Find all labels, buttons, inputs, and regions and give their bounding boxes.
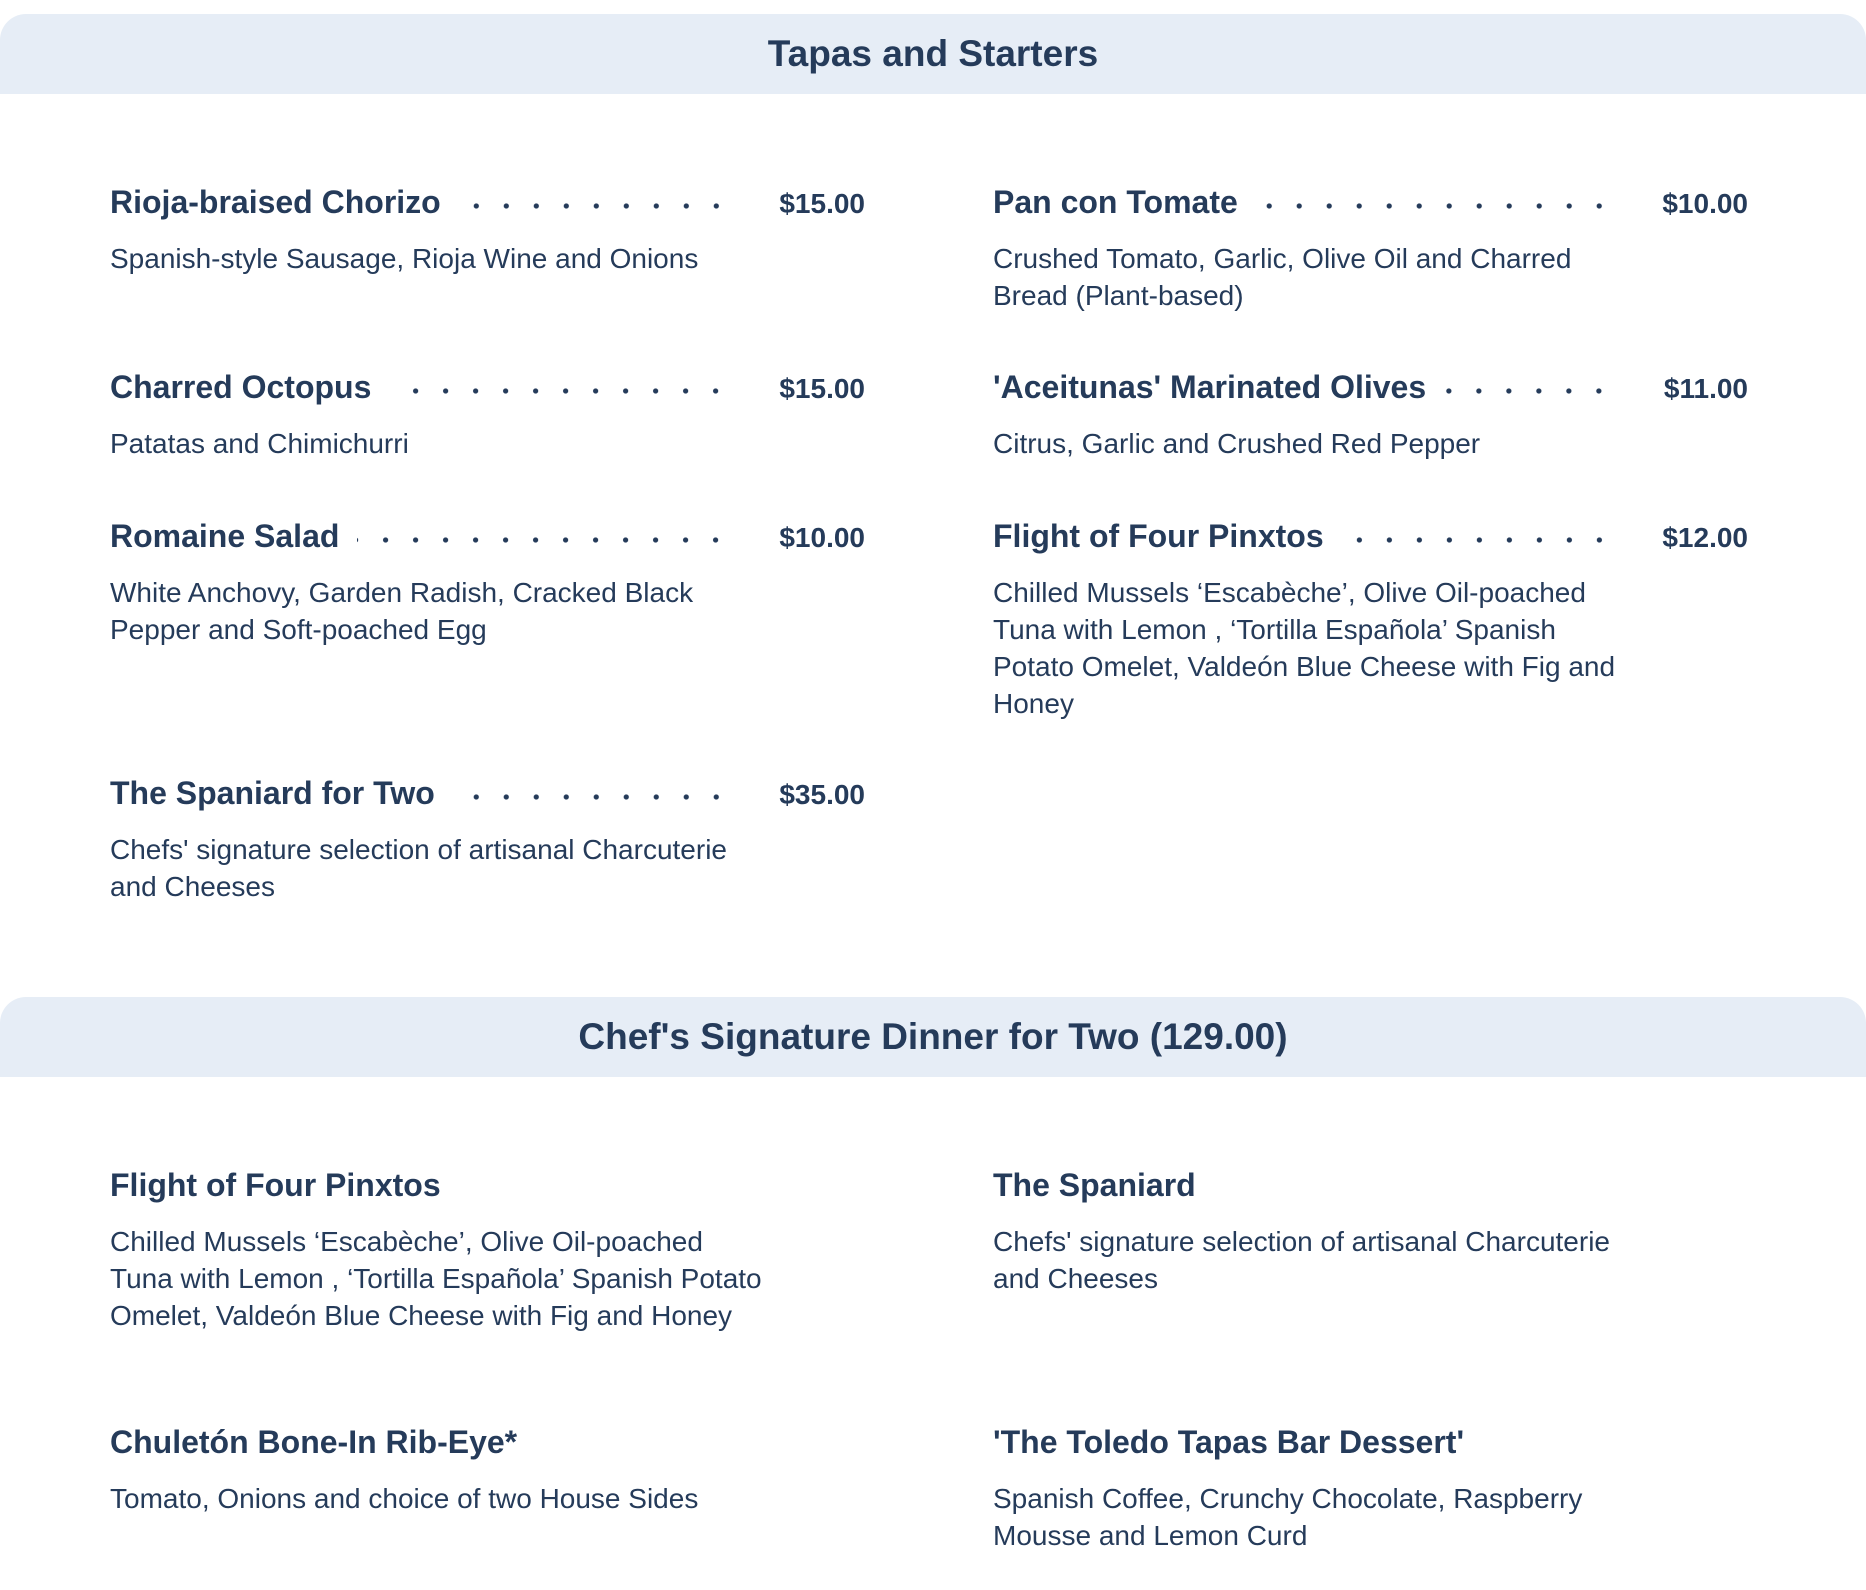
dot-leader bbox=[1444, 386, 1614, 396]
item-description: Spanish-style Sausage, Rioja Wine and Onions bbox=[110, 243, 699, 274]
item-name: Pan con Tomate bbox=[993, 184, 1238, 220]
item-description: Chilled Mussels ‘Escabèche’, Olive Oil-poached Tuna with Lemon , ‘Tortilla Española’ Spanish Potato Omelet, Valdeón Blue Cheese with Fig and Honey bbox=[993, 577, 1616, 719]
item-description: Tomato, Onions and choice of two House Sides bbox=[110, 1483, 699, 1514]
item-description: White Anchovy, Garden Radish, Cracked Black Pepper and Soft-poached Egg bbox=[110, 577, 694, 645]
menu-item bbox=[110, 1167, 865, 1334]
item-price: $35.00 bbox=[779, 779, 865, 810]
section-title: Tapas and Starters bbox=[767, 33, 1099, 74]
dot-leader bbox=[389, 386, 731, 396]
dot-leader bbox=[357, 535, 731, 545]
menu-item bbox=[110, 184, 865, 277]
item-price: $11.00 bbox=[1663, 373, 1748, 404]
dot-leader bbox=[1256, 201, 1614, 211]
item-name: Romaine Salad bbox=[110, 518, 340, 554]
item-price: $12.00 bbox=[1662, 522, 1748, 553]
dot-leader bbox=[459, 201, 731, 211]
menu-item bbox=[110, 1424, 865, 1517]
menu-item bbox=[993, 184, 1748, 314]
menu-item bbox=[110, 775, 865, 905]
dot-leader bbox=[453, 792, 731, 802]
item-description: Patatas and Chimichurri bbox=[110, 428, 409, 459]
item-name: 'Aceitunas' Marinated Olives bbox=[993, 369, 1427, 405]
signature-dinner-section bbox=[0, 997, 1866, 1551]
item-name: Charred Octopus bbox=[110, 369, 372, 405]
item-name: Flight of Four Pinxtos bbox=[110, 1167, 441, 1203]
item-description: Spanish Coffee, Crunchy Chocolate, Raspberry Mousse and Lemon Curd bbox=[993, 1483, 1583, 1551]
menu-item bbox=[993, 518, 1748, 722]
menu-item bbox=[993, 369, 1748, 462]
item-name: Chuletón Bone-In Rib-Eye* bbox=[110, 1424, 518, 1460]
menu-item bbox=[110, 369, 865, 462]
item-name: Flight of Four Pinxtos bbox=[993, 518, 1324, 554]
tapas-section bbox=[0, 14, 1866, 902]
item-name: 'The Toledo Tapas Bar Dessert' bbox=[993, 1424, 1465, 1460]
dot-leader bbox=[1342, 535, 1614, 545]
item-price: $15.00 bbox=[779, 373, 865, 404]
section-header bbox=[0, 997, 1866, 1077]
item-description: Citrus, Garlic and Crushed Red Pepper bbox=[993, 428, 1481, 459]
section-header bbox=[0, 14, 1866, 94]
item-description: Chilled Mussels ‘Escabèche’, Olive Oil-poached Tuna with Lemon , ‘Tortilla Española’ Spanish Potato Omelet, Valdeón Blue Cheese with Fig and Honey bbox=[110, 1226, 762, 1331]
item-price: $10.00 bbox=[1662, 188, 1748, 219]
section-title: Chef's Signature Dinner for Two (129.00) bbox=[578, 1016, 1288, 1057]
menu-item bbox=[993, 1167, 1748, 1297]
menu-item bbox=[110, 518, 865, 648]
item-name: Rioja-braised Chorizo bbox=[110, 184, 441, 220]
item-price: $15.00 bbox=[779, 188, 865, 219]
item-description: Chefs' signature selection of artisanal Charcuterie and Cheeses bbox=[993, 1226, 1610, 1294]
item-description: Crushed Tomato, Garlic, Olive Oil and Charred Bread (Plant-based) bbox=[993, 243, 1572, 311]
item-price: $10.00 bbox=[779, 522, 865, 553]
item-name: The Spaniard bbox=[993, 1167, 1196, 1203]
menu-item bbox=[993, 1424, 1748, 1554]
item-description: Chefs' signature selection of artisanal Charcuterie and Cheeses bbox=[110, 834, 727, 902]
item-name: The Spaniard for Two bbox=[110, 775, 435, 811]
